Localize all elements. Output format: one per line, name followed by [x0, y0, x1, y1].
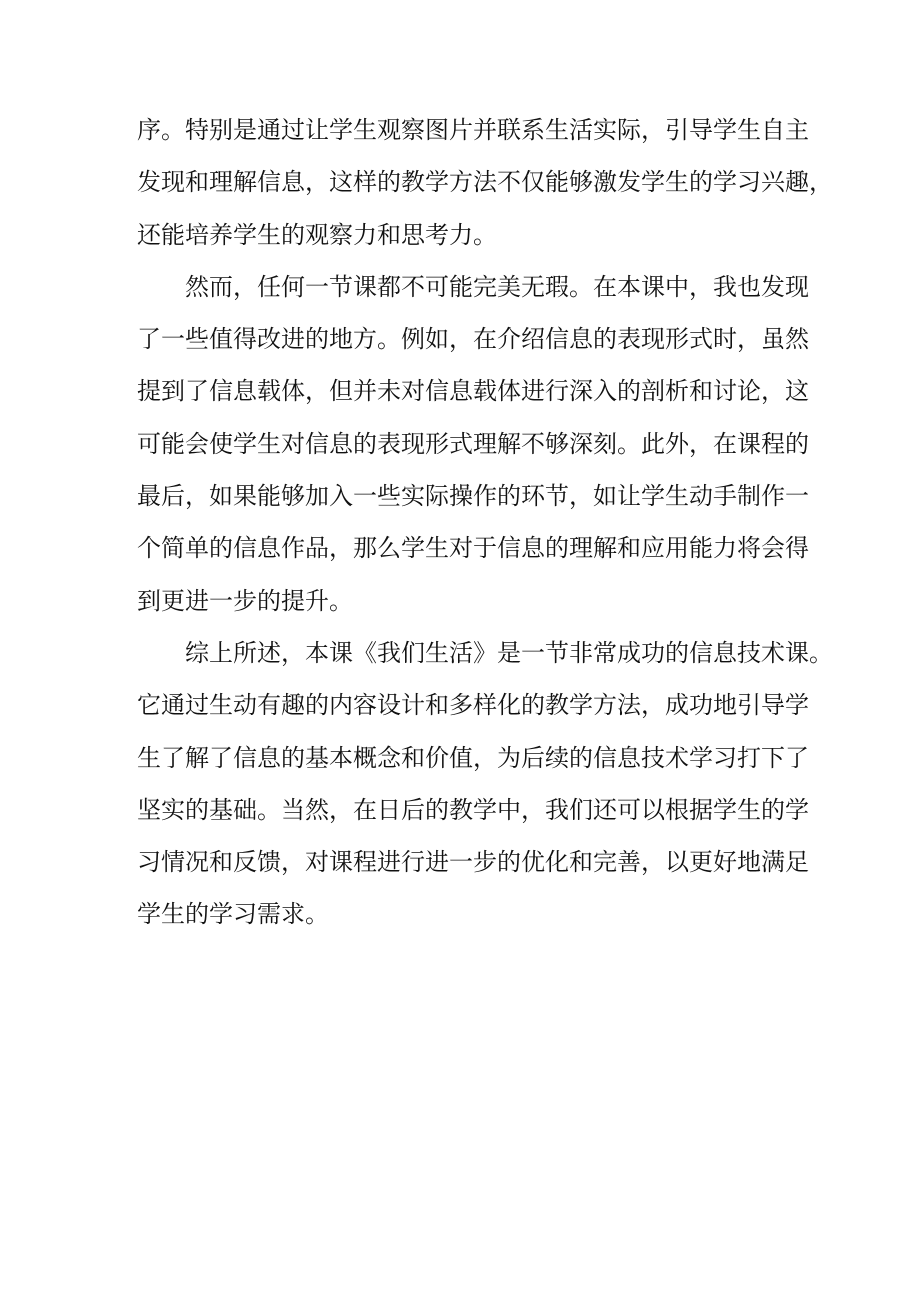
- text-line: 习情况和反馈，对课程进行进一步的优化和完善，以更好地满足: [137, 848, 809, 877]
- text-line: 到更进一步的提升。: [137, 586, 353, 615]
- text-line: 坚实的基础。当然，在日后的教学中，我们还可以根据学生的学: [137, 795, 809, 824]
- text-line: 还能培养学生的观察力和思考力。: [137, 220, 497, 249]
- text-line: 个简单的信息作品，那么学生对于信息的理解和应用能力将会得: [137, 534, 809, 563]
- text-line: 提到了信息载体，但并未对信息载体进行深入的剖析和讨论，这: [137, 377, 809, 406]
- text-line: 了一些值得改进的地方。例如，在介绍信息的表现形式时，虽然: [137, 325, 809, 354]
- text-line: 最后，如果能够加入一些实际操作的环节，如让学生动手制作一: [137, 482, 809, 511]
- document-body: [137, 104, 833, 941]
- paragraph-continuation: [137, 104, 833, 261]
- text-line: 生了解了信息的基本概念和价值，为后续的信息技术学习打下了: [137, 743, 809, 772]
- text-line: 综上所述，本课《我们生活》是一节非常成功的信息技术课。: [185, 638, 833, 667]
- text-line: 可能会使学生对信息的表现形式理解不够深刻。此外，在课程的: [137, 429, 809, 458]
- text-line: 它通过生动有趣的内容设计和多样化的教学方法，成功地引导学: [137, 691, 809, 720]
- paragraph-conclusion: [137, 627, 833, 941]
- text-line: 序。特别是通过让学生观察图片并联系生活实际，引导学生自主: [137, 116, 809, 144]
- text-line: 学生的学习需求。: [137, 900, 329, 929]
- paragraph-improvements: [137, 261, 809, 627]
- text-line: 然而，任何一节课都不可能完美无瑕。在本课中，我也发现: [185, 272, 809, 301]
- text-line: 发现和理解信息，这样的教学方法不仅能够激发学生的学习兴趣，: [137, 168, 833, 197]
